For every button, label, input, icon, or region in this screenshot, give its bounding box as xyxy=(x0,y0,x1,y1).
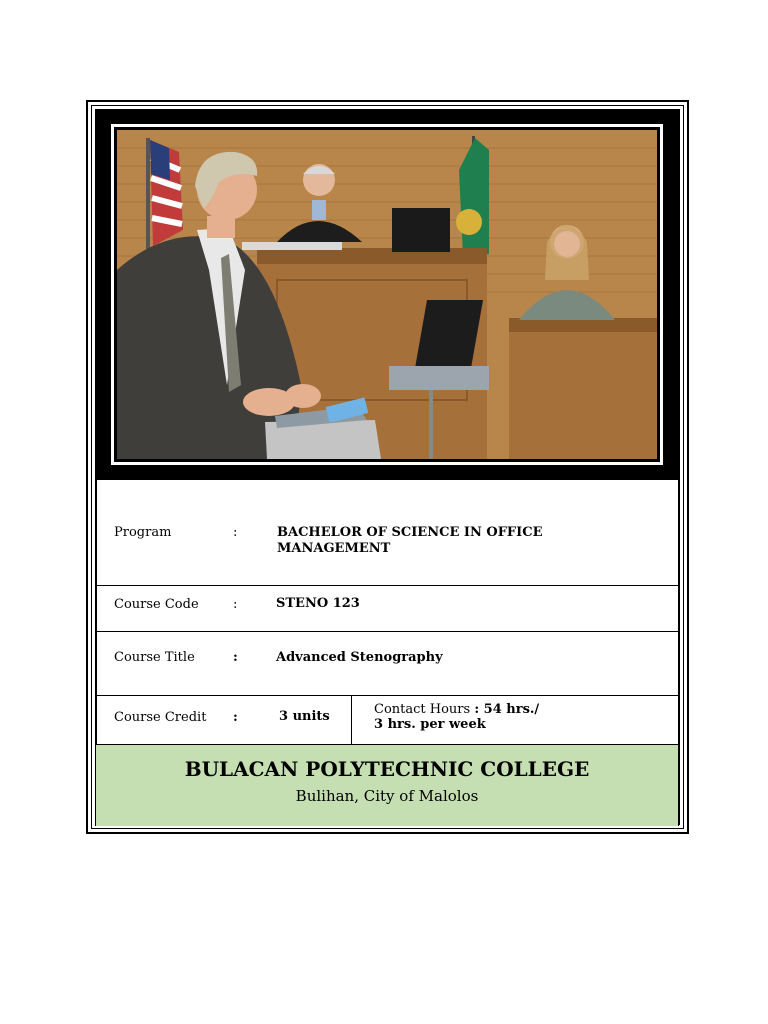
course-info-table xyxy=(95,480,679,826)
program-colon: : xyxy=(233,525,238,540)
credit-divider xyxy=(351,696,352,744)
course-code-colon: : xyxy=(233,597,238,612)
course-title-colon: : xyxy=(233,650,238,665)
course-title-label: Course Title xyxy=(114,650,195,665)
course-credit-colon: : xyxy=(233,710,238,725)
contact-hours xyxy=(374,702,539,732)
program-row xyxy=(96,480,678,586)
course-title-row xyxy=(96,632,678,696)
course-credit-label: Course Credit xyxy=(114,710,207,725)
course-code-row xyxy=(96,586,678,632)
contact-hours-value-1: : 54 hrs./ xyxy=(474,702,540,717)
course-code-label: Course Code xyxy=(114,597,199,612)
course-credit-row xyxy=(96,696,678,745)
college-name: BULACAN POLYTECHNIC COLLEGE xyxy=(184,757,590,781)
college-location: Bulihan, City of Malolos xyxy=(295,787,479,805)
course-code-value: STENO 123 xyxy=(276,596,360,611)
contact-hours-value-2: 3 hrs. per week xyxy=(374,717,486,732)
courtroom-photo xyxy=(117,130,657,459)
college-footer xyxy=(96,745,678,826)
course-title-value: Advanced Stenography xyxy=(276,650,443,665)
course-credit-value: 3 units xyxy=(279,709,330,724)
program-value: BACHELOR OF SCIENCE IN OFFICE MANAGEMENT xyxy=(277,525,543,556)
contact-hours-label: Contact Hours xyxy=(374,702,471,717)
program-label: Program xyxy=(114,525,172,540)
photo-band xyxy=(95,110,679,480)
